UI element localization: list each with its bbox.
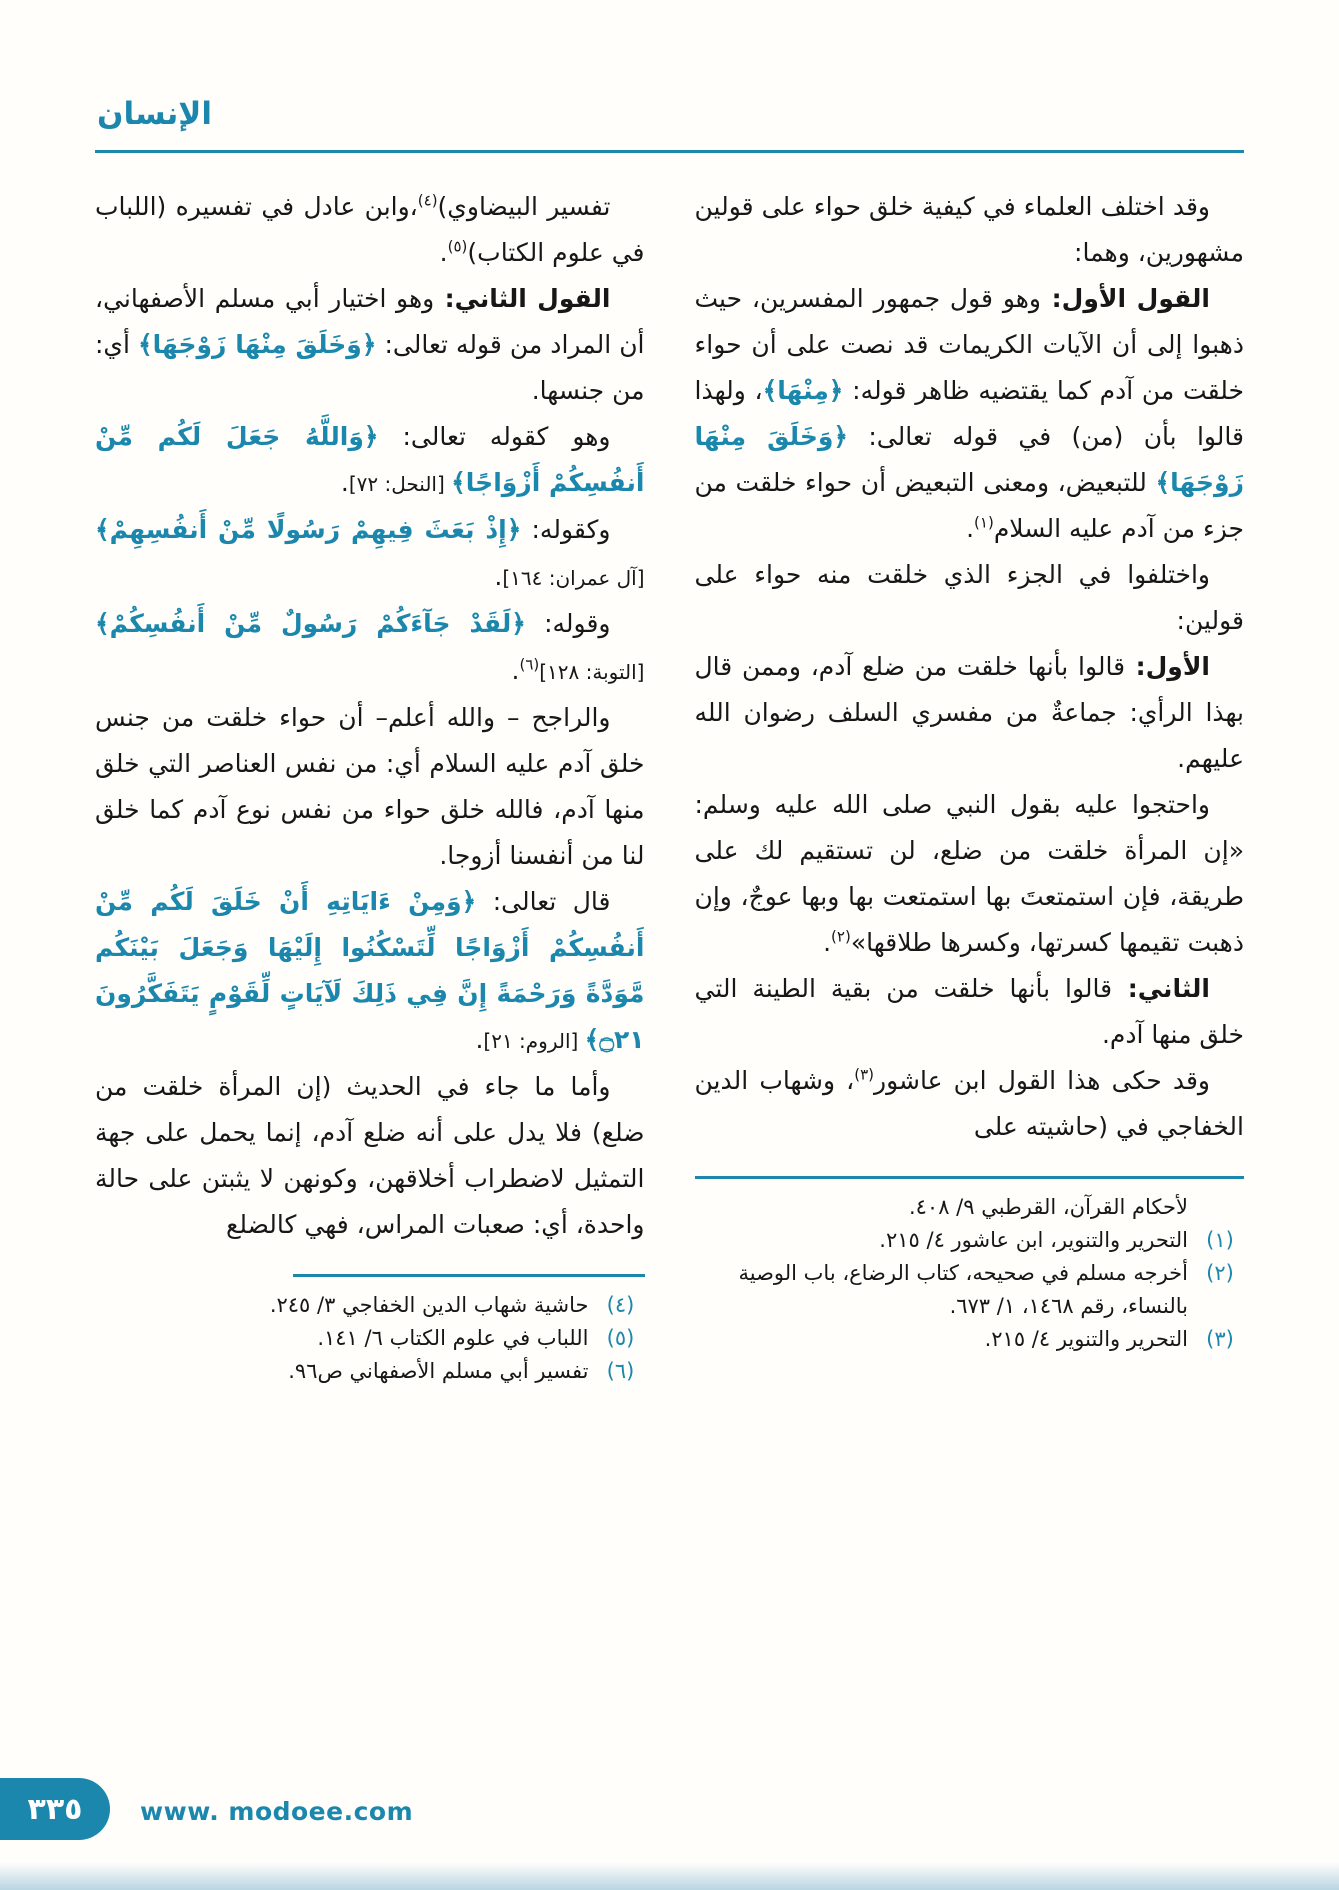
footnote-text: التحرير والتنوير ٤/ ٢١٥. — [984, 1327, 1188, 1351]
footnote-list — [695, 1191, 1245, 1356]
verse-citation: [التوبة: ١٢٨] — [539, 660, 645, 684]
body-text: وقد اختلف العلماء في كيفية خلق حواء على قولين مشهورين، وهما: — [694, 192, 1244, 267]
emphasis-text: الأول: — [1125, 652, 1211, 681]
paragraph — [95, 879, 645, 1064]
footnote — [695, 1257, 1245, 1323]
bottom-edge-decoration — [0, 1862, 1339, 1890]
body-text: ،وابن عادل في تفسيره (اللباب في علوم الكتاب) — [95, 192, 645, 267]
footnote-text: لأحكام القرآن، القرطبي ٩/ ٤٠٨. — [908, 1195, 1188, 1219]
footnote-text: اللباب في علوم الكتاب ٦/ ١٤١. — [317, 1326, 589, 1350]
footnote-number: (١) — [1206, 1228, 1234, 1252]
body-text: . — [966, 514, 975, 543]
page-number-badge — [0, 1778, 110, 1840]
footnote — [695, 1323, 1245, 1356]
footnote-number: (٦) — [606, 1359, 635, 1383]
paragraph — [695, 1058, 1245, 1150]
body-text: . — [475, 1025, 484, 1054]
footnote-text: حاشية شهاب الدين الخفاجي ٣/ ٢٤٥. — [269, 1293, 589, 1317]
quran-verse: ﴿لَقَدْ جَآءَكُمْ رَسُولٌ مِّنْ أَنفُسِكُمْ﴾ — [95, 609, 526, 638]
body-text: وقد حكى هذا القول ابن عاشور — [874, 1066, 1210, 1095]
body-text: أي: من جنسها. — [95, 330, 645, 405]
quran-verse: ﴿مِنْهَا﴾ — [762, 376, 844, 405]
paragraph — [95, 414, 645, 507]
paragraph — [695, 552, 1245, 644]
footnote-number: (٢) — [1206, 1261, 1234, 1285]
footnote-reference: (٥) — [447, 237, 468, 256]
column-left — [95, 184, 645, 1388]
paragraph — [95, 1064, 645, 1248]
quran-verse: ﴿وَخَلَقَ مِنْهَا زَوْجَهَا﴾ — [137, 330, 377, 359]
header-rule — [95, 150, 1244, 153]
column-right-footnotes — [695, 1176, 1245, 1356]
verse-citation: [الروم: ٢١] — [483, 1029, 585, 1053]
body-text: والراجح – والله أعلم– أن حواء خلقت من جنس خلق آدم عليه السلام أي: من نفس العناصر التي خلق منها آدم، فالله خلق حواء من نفس نوع آدم كما خلق لنا من أنفسنا أزوجا. — [95, 703, 645, 870]
footnote-number: (٥) — [606, 1326, 635, 1350]
column-right-text — [695, 184, 1245, 1150]
page-header — [97, 96, 1242, 132]
footnote-number — [1196, 1191, 1244, 1224]
body-text: . — [439, 238, 448, 267]
body-text: ، ولهذا قالوا بأن (من) في قوله تعالى: — [694, 376, 1244, 451]
body-text: . — [494, 562, 503, 591]
page-number: ٣٣٥ — [27, 1791, 83, 1827]
body-text: وقوله: — [525, 609, 611, 638]
body-text: واحتجوا عليه بقول النبي صلى الله عليه وسلم: «إن المرأة خلقت من ضلع، لن تستقيم لك على طريقة، فإن استمتعتَ بها استمتعت بها وبها عوجٌ، وإن ذهبت تقيمها كسرتها، وكسرها طلاقها» — [694, 790, 1244, 957]
footnote — [95, 1355, 645, 1388]
body-text: . — [340, 468, 349, 497]
column-left-text — [95, 184, 645, 1248]
body-text: للتبعيض، ومعنى التبعيض أن حواء خلقت من جزء من آدم عليه السلام — [694, 468, 1244, 543]
paragraph — [95, 184, 645, 276]
footnote — [695, 1191, 1245, 1224]
body-text: ، وشهاب الدين الخفاجي في (حاشيته على — [694, 1066, 1244, 1141]
body-text: . — [511, 656, 520, 685]
website-link[interactable]: www. modoee.com — [140, 1797, 414, 1826]
paragraph — [95, 695, 645, 879]
footnote-separator — [695, 1176, 1245, 1179]
footnote — [95, 1289, 645, 1322]
footnote-reference: (١) — [974, 513, 994, 532]
emphasis-text: القول الثاني: — [434, 284, 611, 313]
footnote-separator — [293, 1274, 645, 1277]
footnote — [695, 1224, 1245, 1257]
paragraph — [95, 601, 645, 695]
column-right — [695, 184, 1245, 1356]
paragraph — [695, 276, 1245, 552]
footnote-number: (٣) — [1206, 1327, 1234, 1351]
body-text: تفسير البيضاوي) — [437, 192, 611, 221]
verse-citation: [النحل: ٧٢] — [348, 472, 452, 496]
footnote-list — [95, 1289, 645, 1388]
footnote-text: تفسير أبي مسلم الأصفهاني ص٩٦. — [288, 1359, 589, 1383]
body-text: وهو قول جمهور المفسرين، حيث ذهبوا إلى أن الآيات الكريمات قد نصت على أن حواء خلقت من آدم كما يقتضيه ظاهر قوله: — [694, 284, 1244, 405]
paragraph — [95, 507, 645, 601]
footnote-reference: (٢) — [831, 927, 851, 946]
quran-verse: ﴿وَخَلَقَ مِنْهَا زَوْجَهَا﴾ — [694, 422, 1244, 497]
footnote-text: أخرجه مسلم في صحيحه، كتاب الرضاع، باب الوصية بالنساء، رقم ١٤٦٨، ١/ ٦٧٣. — [738, 1261, 1188, 1318]
body-text: وكقوله: — [521, 515, 611, 544]
paragraph — [695, 184, 1245, 276]
quran-verse: ﴿وَمِنْ ءَايَاتِهِ أَنْ خَلَقَ لَكُم مِّنْ أَنفُسِكُمْ أَزْوَاجًا لِّتَسْكُنُوا إِلَيْهَا وَجَعَلَ بَيْنَكُم مَّوَدَّةً وَرَحْمَةً إِنَّ فِي ذَلِكَ لَآيَاتٍ لِّقَوْمٍ يَتَفَكَّرُونَ ۝٢١﴾ — [95, 887, 645, 1054]
emphasis-text: القول الأول: — [1041, 284, 1210, 313]
footnote-reference: (٤) — [417, 191, 438, 210]
content-area — [95, 184, 1244, 1388]
body-text: وهو كقوله تعالى: — [378, 422, 611, 451]
footnote-number: (٤) — [606, 1293, 635, 1317]
paragraph — [695, 644, 1245, 782]
footnote-text: التحرير والتنوير، ابن عاشور ٤/ ٢١٥. — [879, 1228, 1188, 1252]
quran-verse: ﴿إِذْ بَعَثَ فِيهِمْ رَسُولًا مِّنْ أَنفُسِهِمْ﴾ — [95, 515, 522, 544]
emphasis-text: الثاني: — [1112, 974, 1210, 1003]
body-text: قال تعالى: — [476, 887, 611, 916]
body-text: قالوا بأنها خلقت من ضلع آدم، وممن قال بهذا الرأي: جماعةٌ من مفسري السلف رضوان الله عليهم. — [694, 652, 1244, 773]
body-text: وأما ما جاء في الحديث (إن المرأة خلقت من ضلع) فلا يدل على أنه ضلع آدم، إنما يحمل على جهة التمثيل لاضطراب أخلاقهن، وكونهن لا يثبتن على حالة واحدة، أي: صعبات المراس، فهي كالضلع — [95, 1072, 645, 1239]
chapter-title: الإنسان — [97, 96, 212, 132]
paragraph — [695, 782, 1245, 966]
body-text: واختلفوا في الجزء الذي خلقت منه حواء على قولين: — [694, 560, 1244, 635]
column-left-footnotes — [95, 1274, 645, 1388]
quran-verse: ﴿وَاللَّهُ جَعَلَ لَكُم مِّنْ أَنفُسِكُمْ أَزْوَاجًا﴾ — [95, 422, 645, 497]
footnote-reference: (٦) — [519, 655, 540, 674]
footnote — [95, 1322, 645, 1355]
paragraph — [95, 276, 645, 414]
paragraph — [695, 966, 1245, 1058]
body-text: وهو اختيار أبي مسلم الأصفهاني، أن المراد من قوله تعالى: — [95, 284, 645, 359]
body-text: . — [823, 928, 832, 957]
body-text: قالوا بأنها خلقت من بقية الطينة التي خلق منها آدم. — [694, 974, 1244, 1049]
footnote-reference: (٣) — [854, 1065, 875, 1084]
verse-citation: [آل عمران: ١٦٤] — [502, 566, 645, 590]
